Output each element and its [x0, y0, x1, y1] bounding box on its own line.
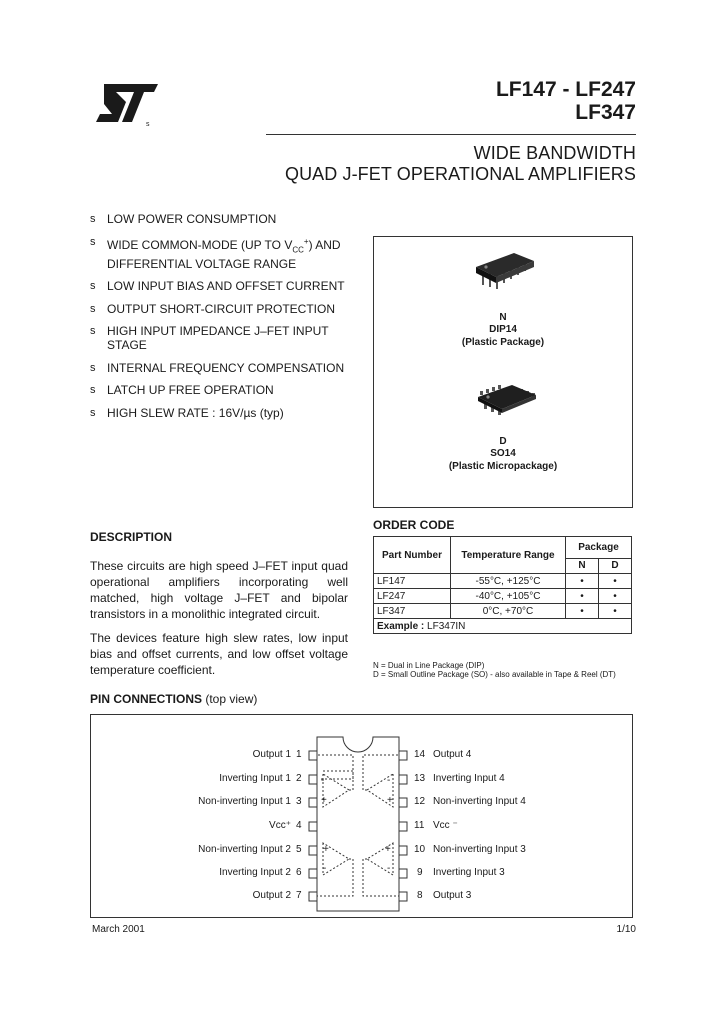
pin-3-label: Non-inverting Input 1 [198, 796, 291, 807]
pin-13-label: Inverting Input 4 [433, 773, 505, 784]
feature-item [90, 235, 360, 271]
header-part-number: Part Number [374, 537, 451, 574]
bullet: s [90, 325, 96, 338]
feature-text: HIGH SLEW RATE : 16V/µs (typ) [107, 405, 284, 420]
cell-d: • [599, 574, 632, 589]
feature-subscript: CC [292, 244, 304, 254]
description-paragraph-1: These circuits are high speed J–FET input quad operational amplifiers incorporating well matched, high voltage J–FET and bipolar transistors in a monolithic integrated circuit. [90, 559, 348, 621]
example-label: Example : [377, 620, 425, 632]
feature-text: LOW POWER CONSUMPTION [107, 212, 277, 226]
svg-text:s: s [146, 121, 150, 128]
header-n: N [566, 558, 599, 573]
feature-text: HIGH INPUT IMPEDANCE J–FET INPUT [107, 324, 329, 339]
pin-10-number: 10 [414, 844, 426, 855]
feature-text-line2: DIFFERENTIAL VOLTAGE RANGE [107, 256, 297, 271]
pin-4-number: 4 [296, 820, 302, 831]
opamp1-plus-sign: + [321, 795, 327, 806]
bullet: s [90, 235, 96, 248]
pin-9-number: 9 [417, 867, 423, 878]
cell-part: LF147 [374, 574, 451, 589]
order-code-table [373, 536, 632, 634]
cell-d: • [599, 604, 632, 619]
opamp2-minus-sign: - [323, 863, 327, 874]
part-title-line1: LF147 - LF247 [495, 78, 636, 101]
pin-6-number: 6 [296, 867, 302, 878]
pin-6-label: Inverting Input 2 [219, 867, 291, 878]
bullet: s [90, 280, 96, 293]
pin-9-label: Inverting Input 3 [433, 867, 505, 878]
pin-5-number: 5 [296, 844, 302, 855]
pin-7-label: Output 2 [252, 890, 291, 901]
pin-12-label: Non-inverting Input 4 [433, 796, 526, 807]
pin-13-number: 13 [414, 773, 426, 784]
header-d: D [599, 558, 632, 573]
table-row [374, 589, 632, 604]
pin-5-label: Non-inverting Input 2 [198, 844, 291, 855]
so14-chip-illustration [474, 379, 540, 419]
cell-part: LF247 [374, 589, 451, 604]
opamp4-minus-sign: - [387, 775, 391, 786]
feature-text-line2: STAGE [107, 338, 147, 353]
pin-1-number: 1 [296, 749, 302, 760]
cell-part: LF347 [374, 604, 451, 619]
note-so: D = Small Outline Package (SO) - also available in Tape & Reel (DT) [373, 670, 616, 679]
ic-body [317, 737, 399, 911]
bullet: s [90, 384, 96, 397]
feature-item [90, 302, 360, 316]
so-name: SO14 [490, 448, 516, 459]
pin-8-label: Output 3 [433, 890, 472, 901]
feature-text: OUTPUT SHORT-CIRCUIT PROTECTION [107, 301, 336, 316]
cell-temp: 0°C, +70°C [450, 604, 565, 619]
cell-temp: -55°C, +125°C [450, 574, 565, 589]
table-row-example [374, 619, 632, 634]
subtitle-line1: WIDE BANDWIDTH [473, 143, 636, 163]
order-code-title: ORDER CODE [373, 518, 455, 532]
package-notes [373, 661, 616, 679]
part-title-line2: LF347 [575, 101, 636, 124]
opamp1-minus-sign: - [321, 775, 325, 786]
cell-n: • [566, 604, 599, 619]
footer-page-number: 1/10 [616, 924, 636, 935]
st-logo [96, 82, 160, 128]
package-box [373, 236, 633, 508]
header-package: Package [566, 537, 632, 559]
dip14-chip-illustration [474, 249, 536, 295]
pin-2-number: 2 [296, 773, 302, 784]
feature-item [90, 212, 360, 226]
cell-n: • [566, 574, 599, 589]
feature-item [90, 279, 360, 293]
cell-example [374, 619, 632, 634]
pin-diagram-box [90, 714, 633, 918]
bullet: s [90, 302, 96, 315]
pin-diagram [91, 715, 632, 917]
dip-desc: (Plastic Package) [461, 337, 545, 348]
pin-12-number: 12 [414, 796, 426, 807]
feature-text: INTERNAL FREQUENCY COMPENSATION [107, 360, 345, 375]
feature-item [90, 383, 360, 397]
so-desc: (Plastic Micropackage) [448, 461, 558, 472]
bullet: s [90, 213, 96, 225]
dip-code: N [499, 312, 507, 323]
table-row [374, 604, 632, 619]
cell-d: • [599, 589, 632, 604]
opamp3-minus-sign: - [387, 863, 391, 874]
pin-4-label: Vcc⁺ [269, 820, 291, 831]
feature-text: ) AND [308, 237, 341, 252]
opamp3-plus-sign: + [385, 844, 391, 855]
pin-14-label: Output 4 [433, 749, 472, 760]
opamp2-plus-sign: + [323, 844, 329, 855]
pin-14-number: 14 [414, 749, 426, 760]
note-dip: N = Dual in Line Package (DIP) [373, 661, 485, 670]
header-temperature-range: Temperature Range [450, 537, 565, 574]
subtitle-line2: QUAD J-FET OPERATIONAL AMPLIFIERS [284, 164, 636, 184]
feature-text: WIDE COMMON-MODE (UP TO V [107, 237, 293, 252]
dip-name: DIP14 [489, 324, 517, 335]
bullet: s [90, 361, 96, 374]
feature-superscript: + [303, 236, 309, 246]
feature-list [90, 212, 360, 428]
cell-temp: -40°C, +105°C [450, 589, 565, 604]
header-divider [266, 134, 636, 135]
pin-1-label: Output 1 [252, 749, 291, 760]
feature-item [90, 406, 360, 420]
so-code: D [499, 436, 507, 447]
pin-8-number: 8 [417, 890, 423, 901]
example-value: LF347IN [424, 620, 466, 632]
pin-3-number: 3 [296, 796, 302, 807]
pin-title-suffix: (top view) [202, 692, 258, 706]
pin-10-label: Non-inverting Input 3 [433, 844, 526, 855]
pin-title-bold: PIN CONNECTIONS [90, 692, 203, 706]
description-title: DESCRIPTION [90, 530, 173, 544]
opamp4-plus-sign: + [387, 795, 393, 806]
pin-11-label: Vcc ⁻ [433, 820, 458, 831]
feature-item [90, 361, 360, 375]
table-row [374, 574, 632, 589]
feature-text: LATCH UP FREE OPERATION [107, 383, 274, 398]
feature-item [90, 324, 360, 352]
footer-date: March 2001 [92, 924, 145, 935]
feature-text: LOW INPUT BIAS AND OFFSET CURRENT [107, 279, 345, 294]
pin-11-number: 11 [414, 820, 425, 831]
pin-2-label: Inverting Input 1 [219, 773, 291, 784]
description-paragraph-2: The devices feature high slew rates, low input bias and offset currents, and low offset voltage temperature coefficient. [90, 631, 348, 677]
bullet: s [90, 406, 96, 419]
pin-connections-title [90, 692, 257, 706]
pin-7-number: 7 [296, 890, 302, 901]
cell-n: • [566, 589, 599, 604]
